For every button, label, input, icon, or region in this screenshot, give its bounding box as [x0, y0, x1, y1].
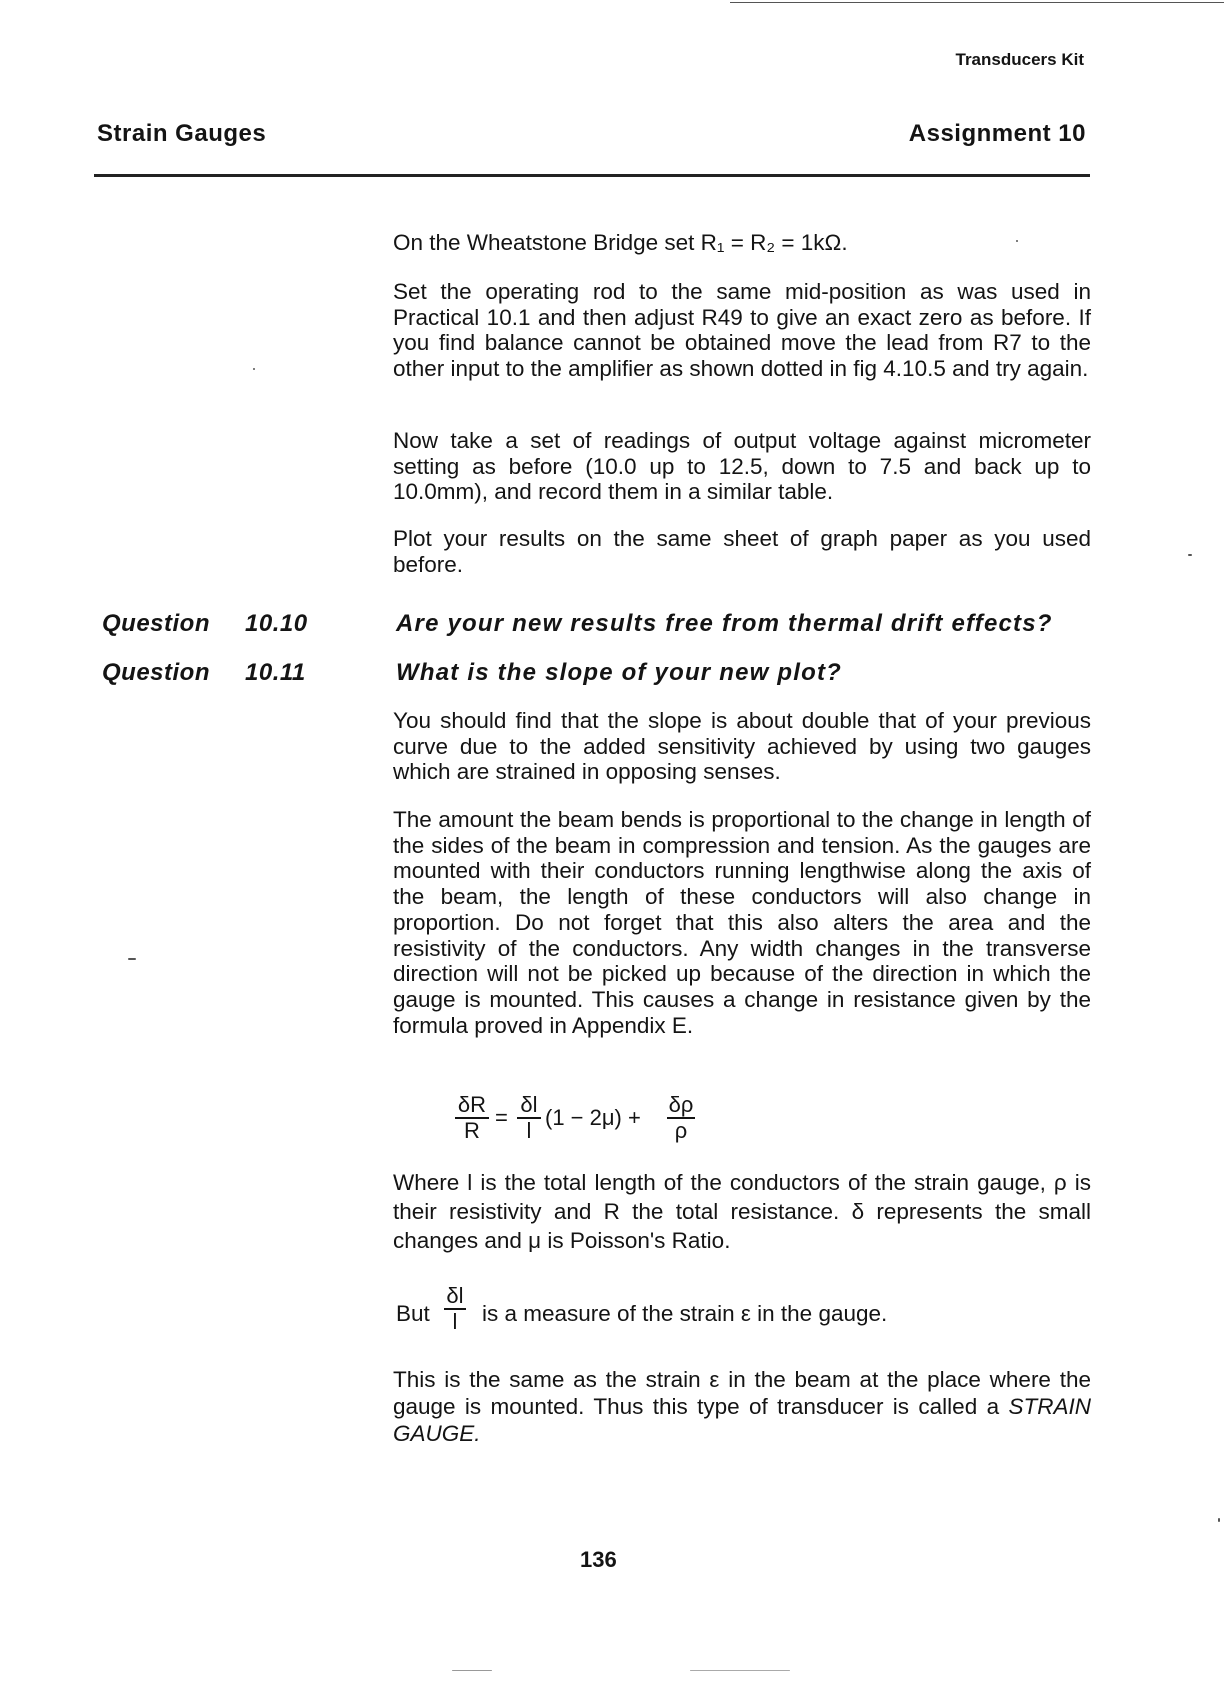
- kit-title: Transducers Kit: [955, 50, 1084, 69]
- formula-equals: =: [495, 1105, 508, 1130]
- section-title: Strain Gauges: [97, 120, 267, 147]
- assignment-title: Assignment 10: [908, 120, 1086, 147]
- paragraph-strain-gauge: [393, 1366, 1091, 1447]
- scan-speck: [253, 368, 255, 370]
- paragraph-operating-rod: Set the operating rod to the same mid-position as was used in Practical 10.1 and then adjust R49 to give an exact zero as before. If you find balance cannot be obtained move the lead from R7 to the other input to the amplifier as shown dotted in fig 4.10.5 and try again.: [393, 279, 1091, 382]
- question-number: 10.11: [245, 659, 306, 686]
- formula-term1-fraction: [517, 1093, 541, 1143]
- formula-factor: (1 − 2μ) +: [545, 1105, 641, 1130]
- paragraph-slope-double: You should find that the slope is about double that of your previous curve due to the added sensitivity achieved by using two gauges which are strained in opposing senses.: [393, 708, 1091, 785]
- top-edge-rule: [730, 2, 1224, 3]
- formula-lhs-fraction: [455, 1093, 489, 1143]
- paragraph-readings: Now take a set of readings of output voltage against micrometer setting as before (10.0 up to 12.5, down to 7.5 and back up to 10.0mm), and record them in a similar table.: [393, 428, 1091, 505]
- fraction-numerator: δl: [446, 1283, 464, 1308]
- question-label: Question: [102, 610, 211, 637]
- scan-speck: [452, 1670, 492, 1671]
- fraction-denominator: R: [464, 1118, 480, 1143]
- paragraph-definitions: Where l is the total length of the conductors of the strain gauge, ρ is their resistivity and R the total resistance. δ represents the small changes and μ is Poisson's Ratio.: [393, 1170, 1091, 1253]
- paragraph-beam-bending: The amount the beam bends is proportional to the change in length of the sides of the beam in compression and tension. As the gauges are mounted with their conductors running lengthwise along the axis of the beam, the length of these conductors will also change in proportion. Do not forget that this also alters the area and the resistivity of the conductors. Any width changes in the transverse direction will not be picked up because of the direction in which the gauge is mounted. This causes a change in resistance given by the formula proved in Appendix E.: [393, 807, 1091, 1038]
- fraction-numerator: δl: [520, 1092, 538, 1117]
- formula-term2-fraction: [667, 1093, 695, 1143]
- scan-speck: [1218, 1518, 1220, 1522]
- emphasis-term: STRAIN GAUGE.: [393, 1394, 1091, 1446]
- scan-speck: [1016, 240, 1018, 242]
- question-label: Question: [102, 659, 211, 686]
- question-text: What is the slope of your new plot?: [396, 659, 843, 686]
- question-text: Are your new results free from thermal drift effects?: [396, 610, 1053, 637]
- strain-formula: [455, 1093, 715, 1153]
- fraction-denominator: l: [452, 1309, 458, 1334]
- header-divider: [94, 174, 1090, 177]
- paragraph-text: This is the same as the strain ε in the beam at the place where the gauge is mounted. Thus this type of transducer is called a: [393, 1367, 1091, 1419]
- scan-speck: [1188, 554, 1192, 556]
- scan-speck: [128, 958, 136, 960]
- page-number: 136: [580, 1547, 617, 1572]
- inline-fraction: [444, 1284, 466, 1334]
- fraction-denominator: l: [526, 1118, 532, 1143]
- paragraph-bridge-settings: On the Wheatstone Bridge set R₁ = R₂ = 1kΩ.: [393, 230, 848, 255]
- fraction-denominator: ρ: [674, 1118, 688, 1143]
- paragraph-plot-results: Plot your results on the same sheet of graph paper as you used before.: [393, 526, 1091, 577]
- question-number: 10.10: [245, 610, 308, 637]
- strain-measure-line: [396, 1284, 996, 1344]
- but-suffix: is a measure of the strain ε in the gauge.: [482, 1301, 888, 1326]
- fraction-numerator: δρ: [668, 1092, 694, 1117]
- scan-speck: [690, 1670, 790, 1671]
- but-prefix: But: [396, 1301, 430, 1326]
- fraction-numerator: δR: [457, 1092, 487, 1117]
